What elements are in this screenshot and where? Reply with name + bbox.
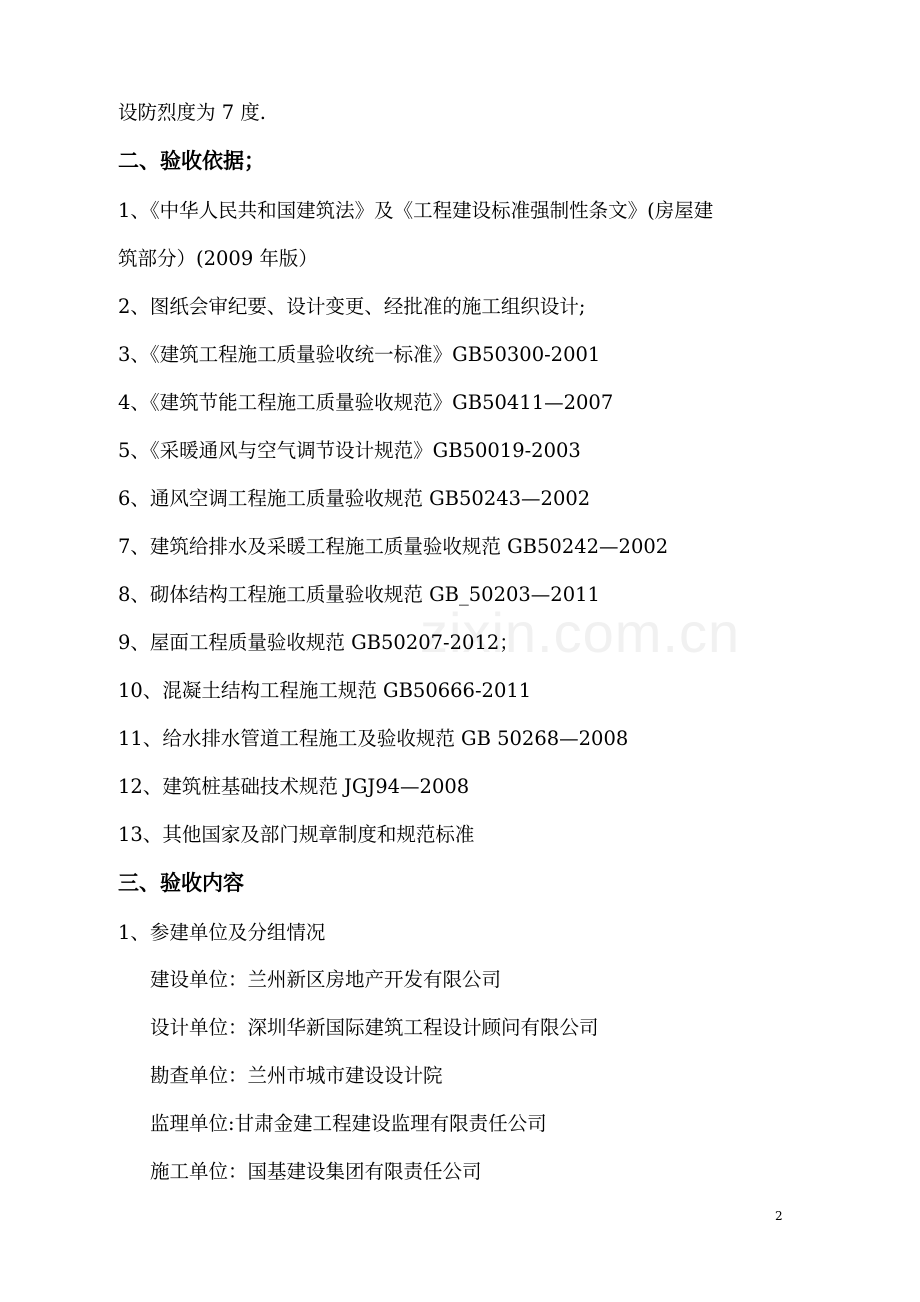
text-line-seismic-intensity: 设防烈度为 7 度. — [118, 101, 267, 124]
unit-contractor: 施工单位：国基建设集团有限责任公司 — [150, 1160, 482, 1183]
basis-item-1-continued: 筑部分）(2009 年版） — [118, 247, 318, 270]
section-heading-acceptance-basis: 二、验收依据； — [118, 149, 265, 173]
unit-design: 设计单位：深圳华新国际建筑工程设计顾问有限公司 — [150, 1016, 599, 1039]
unit-survey: 勘查单位：兰州市城市建设设计院 — [150, 1064, 443, 1087]
basis-item-12: 12、建筑桩基础技术规范 JGJ94—2008 — [118, 775, 470, 798]
basis-item-3: 3、《建筑工程施工质量验收统一标准》GB50300-2001 — [118, 343, 601, 366]
unit-supervision: 监理单位:甘肃金建工程建设监理有限责任公司 — [150, 1112, 547, 1135]
basis-item-2: 2、图纸会审纪要、设计变更、经批准的施工组织设计; — [118, 295, 586, 318]
content-item-1: 1、参建单位及分组情况 — [118, 921, 326, 944]
basis-item-1: 1、《中华人民共和国建筑法》及《工程建设标准强制性条文》(房屋建 — [118, 199, 714, 222]
page-number: 2 — [775, 1209, 783, 1223]
basis-item-6: 6、通风空调工程施工质量验收规范 GB50243—2002 — [118, 487, 591, 510]
basis-item-5: 5、《采暖通风与空气调节设计规范》GB50019-2003 — [118, 439, 581, 462]
basis-item-13: 13、其他国家及部门规章制度和规范标准 — [118, 823, 475, 846]
unit-construction: 建设单位：兰州新区房地产开发有限公司 — [150, 968, 502, 991]
basis-item-8: 8、砌体结构工程施工质量验收规范 GB_50203—2011 — [118, 583, 600, 606]
basis-item-11: 11、给水排水管道工程施工及验收规范 GB 50268—2008 — [118, 727, 629, 750]
basis-item-10: 10、混凝土结构工程施工规范 GB50666-2011 — [118, 679, 532, 702]
basis-item-7: 7、建筑给排水及采暖工程施工质量验收规范 GB50242—2002 — [118, 535, 669, 558]
section-heading-acceptance-content: 三、验收内容 — [118, 871, 244, 895]
basis-item-4: 4、《建筑节能工程施工质量验收规范》GB50411—2007 — [118, 391, 614, 414]
basis-item-9: 9、屋面工程质量验收规范 GB50207-2012； — [118, 631, 519, 654]
watermark: zixin.com.cn — [420, 601, 741, 664]
